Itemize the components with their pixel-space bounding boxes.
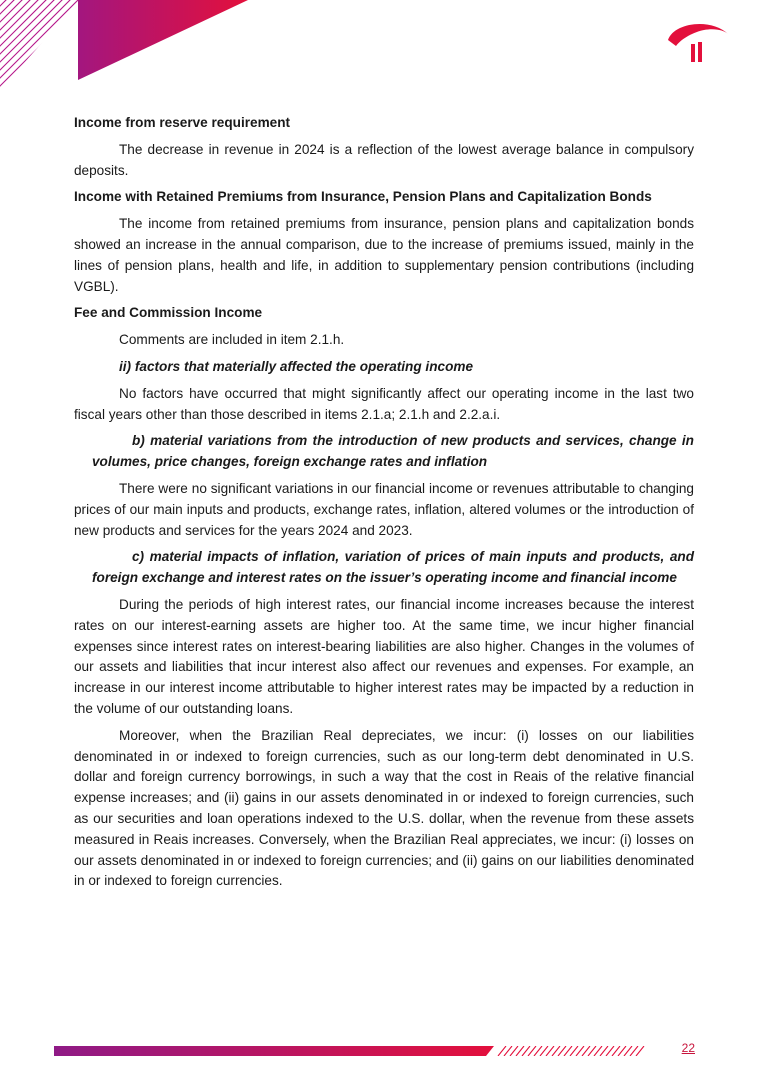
heading-fee-commission: Fee and Commission Income — [74, 305, 263, 321]
heading-retained-premiums: Income with Retained Premiums from Insurance, Pension Plans and Capitalization Bonds — [74, 189, 652, 205]
item-c-material-impacts: c) material impacts of inflation, variation of prices of main inputs and products, and foreign exchange and interest rates on the issuer’s operating income and financial income — [92, 549, 694, 586]
heading-reserve-requirement: Income from reserve requirement — [74, 115, 291, 130]
paragraph-interest-rates: During the periods of high interest rates, our financial income increases because the interest rates on our interest-earning assets are higher too. At the same time, we incur higher financial expenses since interest rates on interest-bearing liabilities are also higher. Changes in the volumes of our assets and liabilities that incur interest also affect our revenues and expenses. For example, an increase in our interest income attributable to higher interest rates may be impacted by a reduction in the volume of our outstanding loans. — [74, 596, 694, 716]
paragraph-retained-premiums: The income from retained premiums from insurance, pension plans and capitalization bonds showed an increase in the annual comparison, due to the increase of premiums issued, mainly in the lines of pension plans, health and life, in addition to supplementary pension contributions (including VGBL). — [74, 216, 694, 294]
footer-gradient-bar — [54, 1046, 654, 1056]
subheading-factors-operating-income: ii) factors that materially affected the operating income — [119, 358, 474, 374]
page-number: 22 — [681, 1041, 695, 1055]
paragraph-material-variations: There were no significant variations in our financial income or revenues attributable to changing prices of our main inputs and products, exchange rates, inflation, altered volumes or the introduction of new products and services for the years 2024 and 2023. — [74, 480, 694, 538]
paragraph-factors-operating-income: No factors have occurred that might significantly affect our operating income in the last two fiscal years other than those described in items 2.1.a; 2.1.h and 2.2.a.i. — [74, 385, 694, 422]
bank-tree-logo-icon — [664, 14, 732, 66]
item-b-material-variations: b) material variations from the introduction of new products and services, change in volumes, price changes, foreign exchange rates and inflation — [92, 433, 694, 470]
corner-stripes-graphic — [0, 0, 250, 100]
paragraph-reserve-requirement: The decrease in revenue in 2024 is a reflection of the lowest average balance in compulsory deposits. — [74, 141, 694, 178]
document-body — [74, 113, 694, 898]
paragraph-fee-commission: Comments are included in item 2.1.h. — [119, 332, 345, 348]
paragraph-exchange-rates: Moreover, when the Brazilian Real depreciates, we incur: (i) losses on our liabilities denominated in or indexed to foreign currencies, such as our long-term debt denominated in U.S. dollar and foreign currency borrowings, in such a way that the cost in Reais of the relative financial expense increases; and (ii) gains in our assets denominated in or indexed to foreign currencies, such as our securities and loan operations indexed to the U.S. dollar, when the revenue from these assets measured in Reais increases. Conversely, when the Brazilian Real appreciates, we incur: (i) losses on our assets denominated in or indexed to foreign currencies; and (ii) gains on our liabilities denominated in or indexed to foreign currencies. — [74, 727, 694, 889]
